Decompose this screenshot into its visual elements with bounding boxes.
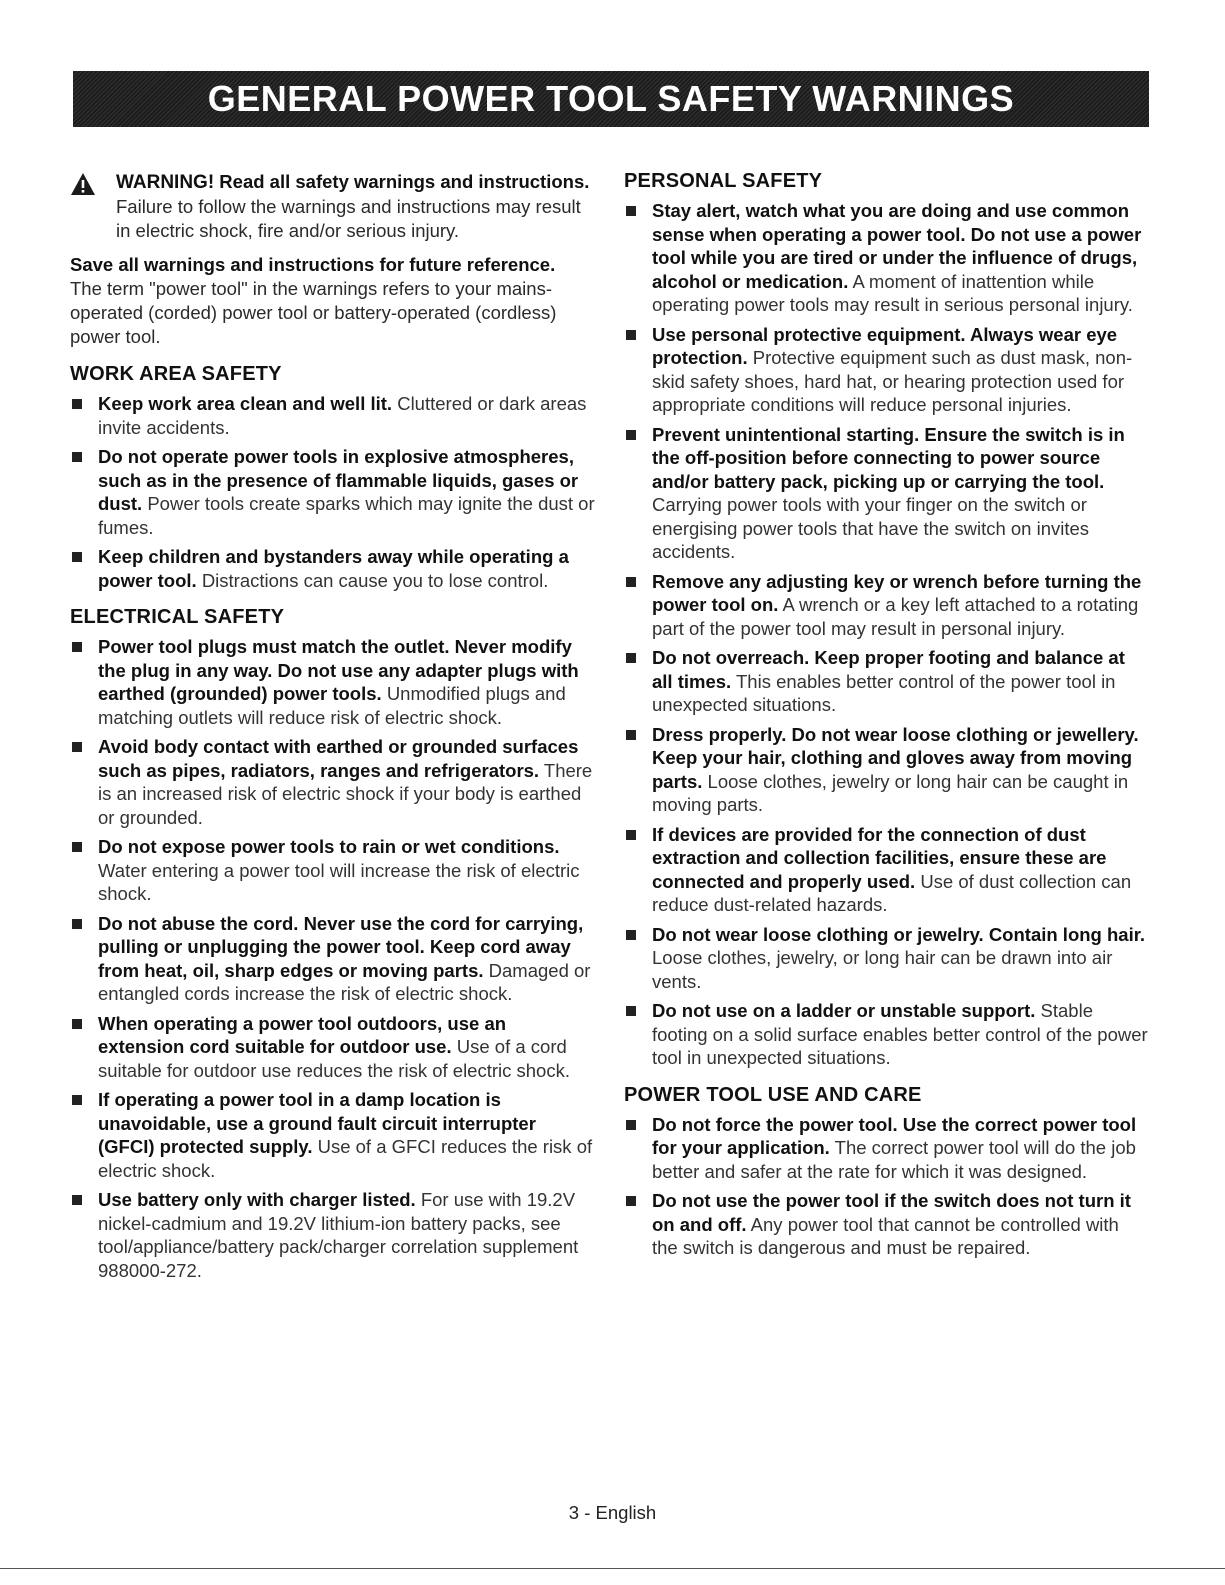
- item-bold: Do not use on a ladder or unstable support.: [652, 1000, 1036, 1021]
- list-item: [70, 1188, 595, 1282]
- item-text: Use of a GFCI reduces the risk of electric shock.: [98, 1136, 593, 1181]
- item-text: A moment of inattention while operating power tools may result in serious personal injury.: [652, 270, 1133, 315]
- item-bold: Do not wear loose clothing or jewelry. Contain long hair.: [652, 923, 1146, 945]
- page-number: 3 - English: [568, 1502, 657, 1523]
- item-text: Water entering a power tool will increase the risk of electric shock.: [98, 859, 580, 904]
- item-text: Use of dust collection can reduce dust-related hazards.: [652, 870, 1132, 915]
- item-bold: Dress properly. Do not wear loose clothing or jewellery. Keep your hair, clothing and gloves away from moving parts.: [652, 723, 1139, 792]
- list-item: [624, 570, 1149, 641]
- list-item: [70, 1012, 595, 1083]
- list-item: [70, 635, 595, 729]
- item-bold: Do not operate power tools in explosive atmospheres, such as in the presence of flammable liquids, gases or dust.: [98, 446, 579, 514]
- item-text: Loose clothes, jewelry or long hair can be caught in moving parts.: [652, 770, 1129, 815]
- item-bold: Keep children and bystanders away while operating a power tool.: [98, 546, 569, 591]
- item-bold: Power tool plugs must match the outlet. Never modify the plug in any way. Do not use any adapter plugs with earthed (grounded) power tools.: [98, 636, 579, 704]
- item-bold: Do not overreach. Keep proper footing and balance at all times.: [652, 647, 1125, 692]
- item-text: Protective equipment such as dust mask, non-skid safety shoes, hard hat, or hearing protection used for appropriate conditions will reduce personal injuries.: [652, 347, 1133, 415]
- bullet-icon: [626, 1006, 636, 1016]
- bullet-icon: [72, 552, 82, 562]
- save-instructions: [70, 253, 595, 349]
- bullet-icon: [72, 1095, 82, 1105]
- save-bold: Save all warnings and instructions for future reference.: [70, 254, 556, 275]
- item-text: Stable footing on a solid surface enables better control of the power tool in unexpected situations.: [652, 1000, 1148, 1068]
- list-item: [624, 823, 1149, 917]
- item-bold: Do not expose power tools to rain or wet conditions.: [98, 836, 560, 857]
- item-text: Cluttered or dark areas invite accidents.: [98, 393, 587, 438]
- item-bold: Stay alert, watch what you are doing and use common sense when operating a power tool. Do not use a power tool while you are tired or under the influence of drugs, alcohol or medication.: [652, 200, 1142, 292]
- item-text: Use of a cord suitable for outdoor use reduces the risk of electric shock.: [98, 1036, 570, 1081]
- bullet-icon: [626, 730, 636, 740]
- section-title-electrical: ELECTRICAL SAFETY: [70, 606, 285, 628]
- item-text: Unmodified plugs and matching outlets will reduce risk of electric shock.: [98, 683, 566, 728]
- warning-triangle-icon: [70, 172, 96, 196]
- item-text: Any power tool that cannot be controlled with the switch is dangerous and must be repaired.: [652, 1213, 1119, 1258]
- item-bold: Remove any adjusting key or wrench before turning the power tool on.: [652, 570, 1142, 615]
- section-title-work-area: WORK AREA SAFETY: [70, 363, 282, 385]
- tool-use-list: [624, 1113, 1149, 1260]
- bullet-icon: [72, 642, 82, 652]
- bullet-icon: [626, 1120, 636, 1130]
- item-text: For use with 19.2V nickel-cadmium and 19.2V lithium-ion battery packs, see tool/appliance/battery pack/charger correlation supplement 988000-272.: [98, 1189, 579, 1281]
- section-title-personal: PERSONAL SAFETY: [624, 170, 823, 192]
- warning-text: [116, 170, 595, 243]
- item-text: Power tools create sparks which may ignite the dust or fumes.: [98, 493, 595, 538]
- list-item: [624, 723, 1149, 817]
- bullet-icon: [626, 930, 636, 940]
- item-text: Loose clothes, jewelry, or long hair can be drawn into air vents.: [652, 947, 1113, 992]
- item-text: There is an increased risk of electric shock if your body is earthed or grounded.: [98, 759, 593, 828]
- item-bold: If devices are provided for the connection of dust extraction and collection facilities, ensure these are connected and properly used.: [652, 823, 1107, 892]
- section-title-tool-use: POWER TOOL USE AND CARE: [624, 1083, 922, 1106]
- item-bold: Keep work area clean and well lit.: [98, 393, 393, 414]
- bullet-icon: [72, 452, 82, 462]
- bullet-icon: [626, 653, 636, 663]
- bullet-icon: [626, 206, 636, 216]
- page-title: GENERAL POWER TOOL SAFETY WARNINGS: [207, 78, 1015, 119]
- bullet-icon: [72, 1019, 82, 1029]
- item-bold: Do not force the power tool. Use the correct power tool for your application.: [652, 1113, 1137, 1158]
- item-bold: Use battery only with charger listed.: [98, 1189, 416, 1210]
- list-item: [70, 835, 595, 906]
- list-item: [70, 912, 595, 1006]
- list-item: [624, 323, 1149, 417]
- bullet-icon: [72, 1195, 82, 1205]
- bottom-divider: [0, 1568, 1225, 1569]
- item-bold: Do not abuse the cord. Never use the cord for carrying, pulling or unplugging the power tool. Keep cord away from heat, oil, sharp edges or moving parts.: [98, 912, 584, 981]
- item-bold: Avoid body contact with earthed or grounded surfaces such as pipes, radiators, ranges and refrigerators.: [98, 736, 579, 781]
- item-bold: Use personal protective equipment. Always wear eye protection.: [652, 323, 1118, 368]
- item-bold: Prevent unintentional starting. Ensure the switch is in the off-position before connecting to power source and/or battery pack, picking up or carrying the tool.: [652, 423, 1125, 492]
- save-body: The term "power tool" in the warnings refers to your mains-operated (corded) power tool or battery-operated (cordless) power tool.: [70, 278, 557, 347]
- warning-bold: Read all safety warnings and instructions.: [219, 171, 590, 192]
- item-bold: When operating a power tool outdoors, use an extension cord suitable for outdoor use.: [98, 1012, 507, 1057]
- list-item: [70, 545, 595, 592]
- list-item: [624, 423, 1149, 564]
- right-column: [624, 170, 1149, 1266]
- list-item: [70, 445, 595, 539]
- bullet-icon: [72, 842, 82, 852]
- bullet-icon: [626, 430, 636, 440]
- item-text: The correct power tool will do the job better and safer at the rate for which it was designed.: [652, 1137, 1136, 1182]
- bullet-icon: [626, 577, 636, 587]
- bullet-icon: [72, 742, 82, 752]
- list-item: [70, 392, 595, 439]
- list-item: [70, 1088, 595, 1182]
- warning-block: [56, 170, 595, 243]
- bullet-icon: [626, 330, 636, 340]
- electrical-list: [70, 635, 595, 1282]
- bullet-icon: [72, 399, 82, 409]
- list-item: [624, 199, 1149, 317]
- item-text: Distractions can cause you to lose control.: [201, 569, 549, 591]
- list-item: [70, 735, 595, 829]
- warning-label: WARNING!: [116, 172, 215, 193]
- list-item: [624, 923, 1149, 994]
- list-item: [624, 646, 1149, 717]
- left-column: [70, 170, 595, 1288]
- item-text: A wrench or a key left attached to a rotating part of the power tool may result in personal injury.: [652, 594, 1139, 639]
- title-banner: [73, 71, 1149, 127]
- list-item: [624, 999, 1149, 1070]
- item-text: Carrying power tools with your finger on the switch or energising power tools that have the switch on invites accidents.: [652, 494, 1090, 562]
- work-area-list: [70, 392, 595, 592]
- warning-body: Failure to follow the warnings and instructions may result in electric shock, fire and/or serious injury.: [116, 196, 581, 241]
- item-text: This enables better control of the power tool in unexpected situations.: [652, 670, 1116, 715]
- bullet-icon: [626, 1196, 636, 1206]
- item-text: Damaged or entangled cords increase the risk of electric shock.: [98, 959, 591, 1004]
- item-bold: Do not use the power tool if the switch does not turn it on and off.: [652, 1190, 1131, 1235]
- item-bold: If operating a power tool in a damp location is unavoidable, use a ground fault circuit interrupter (GFCI) protected supply.: [98, 1089, 536, 1157]
- bullet-icon: [626, 830, 636, 840]
- bullet-icon: [72, 919, 82, 929]
- list-item: [624, 1113, 1149, 1184]
- list-item: [624, 1189, 1149, 1260]
- personal-list: [624, 199, 1149, 1070]
